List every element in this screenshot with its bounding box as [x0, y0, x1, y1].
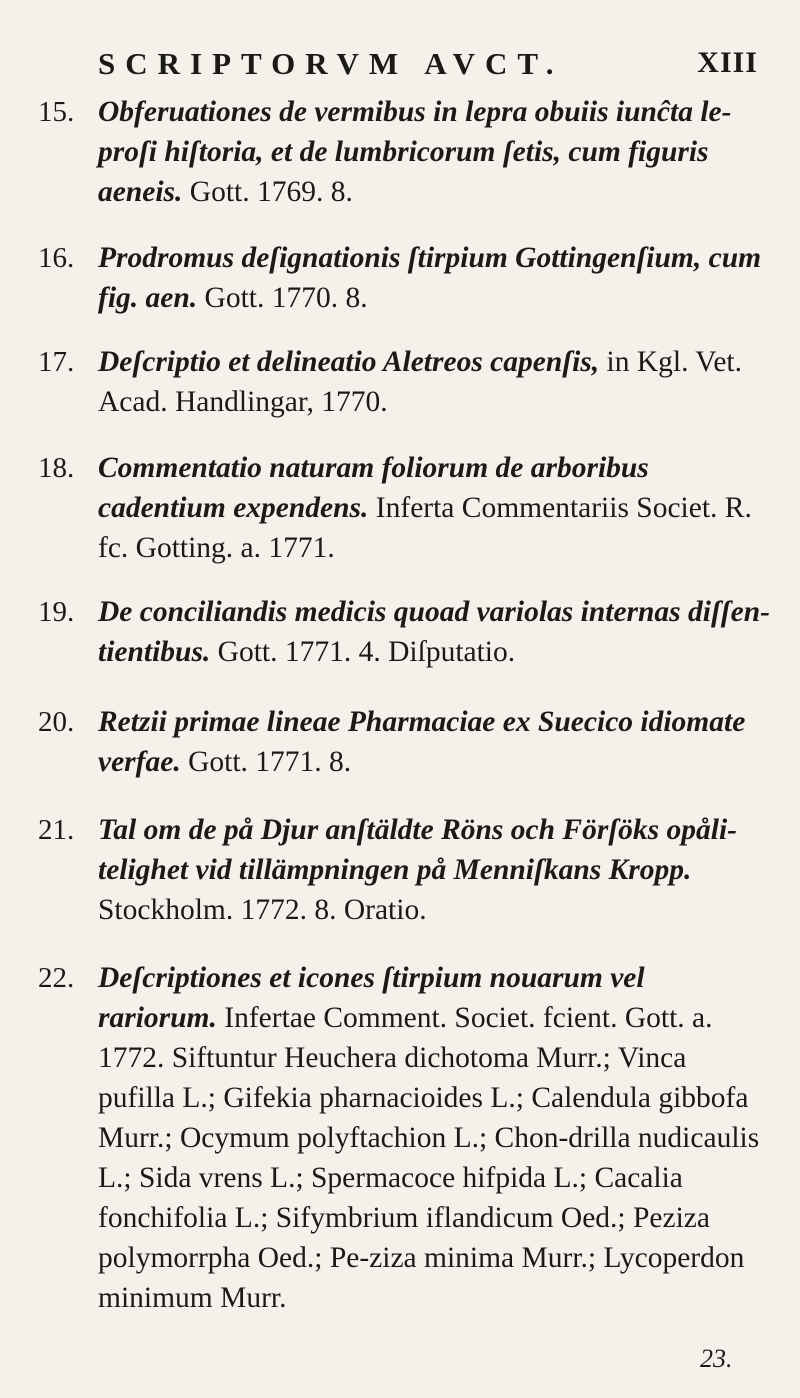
entry-imprint: in Kgl. Vet. Acad. Handlingar, 1770. [98, 346, 743, 418]
entry-text [98, 810, 770, 930]
entry-number: 16. [38, 242, 75, 274]
entry-text [98, 448, 770, 568]
entry-text [98, 342, 770, 422]
running-head [98, 46, 758, 86]
entry-imprint: Stockholm. 1772. 8. Oratio. [98, 894, 427, 926]
entry-number: 19. [38, 596, 75, 628]
entry-number: 20. [38, 706, 75, 738]
running-title: SCRIPTORVM AVCT. [98, 46, 564, 81]
entry-title: Retzii primae lineae Pharmaciae ex Suecico idiomate verfae. [98, 706, 746, 778]
entry-text [98, 592, 770, 672]
entry-imprint: Gott. 1769. 8. [189, 176, 353, 208]
entry-title: Prodromus deſignationis ſtirpium Gottingenſium, cum fig. aen. [98, 242, 762, 314]
entry-imprint: Infertae Comment. Societ. fcient. Gott. a. 1772. Siftuntur Heuchera dichotoma Murr.; Vinca pufilla L.; Gifekia pharnacioides L.; Calendula gibbofa Murr.; Ocymum polyftachion L.; Chon-drilla nudicaulis L.; Sida vrens L.; Spermacoce hifpida L.; Cacalia fonchifolia L.; Sifymbrium iflandicum Oed.; Peziza polymorrpha Oed.; Pe-ziza minima Murr.; Lycoperdon minimum Murr. [98, 1002, 760, 1314]
entry-title: Tal om de på Djur anſtäldte Röns och Förſöks opåli-telighet vid tillämpningen på Menniſkans Kropp. [98, 814, 737, 886]
entry-imprint: Gott. 1770. 8. [204, 282, 368, 314]
entry-imprint: Inferta Commentariis Societ. R. fc. Gotting. a. 1771. [98, 492, 752, 564]
entry-title: Deſcriptio et delineatio Aletreos capenſis, [98, 346, 600, 378]
entry-text [98, 238, 770, 318]
catchword: 23. [700, 1344, 733, 1373]
entry-text [98, 958, 770, 1318]
entry-number: 15. [38, 96, 75, 128]
entry-title: De conciliandis medicis quoad variolas internas diſſen-tientibus. [98, 596, 770, 668]
entry-title: Commentatio naturam foliorum de arboribus cadentium expendens. [98, 452, 649, 524]
entry-imprint: Gott. 1771. 4. Diſputatio. [217, 636, 516, 668]
entry-text [98, 92, 770, 212]
entry-number: 21. [38, 814, 75, 846]
entry-title: Deſcriptiones et icones ſtirpium nouarum vel rariorum. [98, 962, 645, 1034]
entry-text [98, 702, 770, 782]
page-number: XIII [697, 46, 758, 79]
entry-number: 18. [38, 452, 75, 484]
entry-number: 22. [38, 962, 75, 994]
entry-number: 17. [38, 346, 75, 378]
entry-imprint: Gott. 1771. 8. [188, 746, 352, 778]
entry-title: Obferuationes de vermibus in lepra obuiis iunĉta le-proſi hiſtoria, et de lumbricorum ſetis, cum figuris aeneis. [98, 96, 732, 208]
